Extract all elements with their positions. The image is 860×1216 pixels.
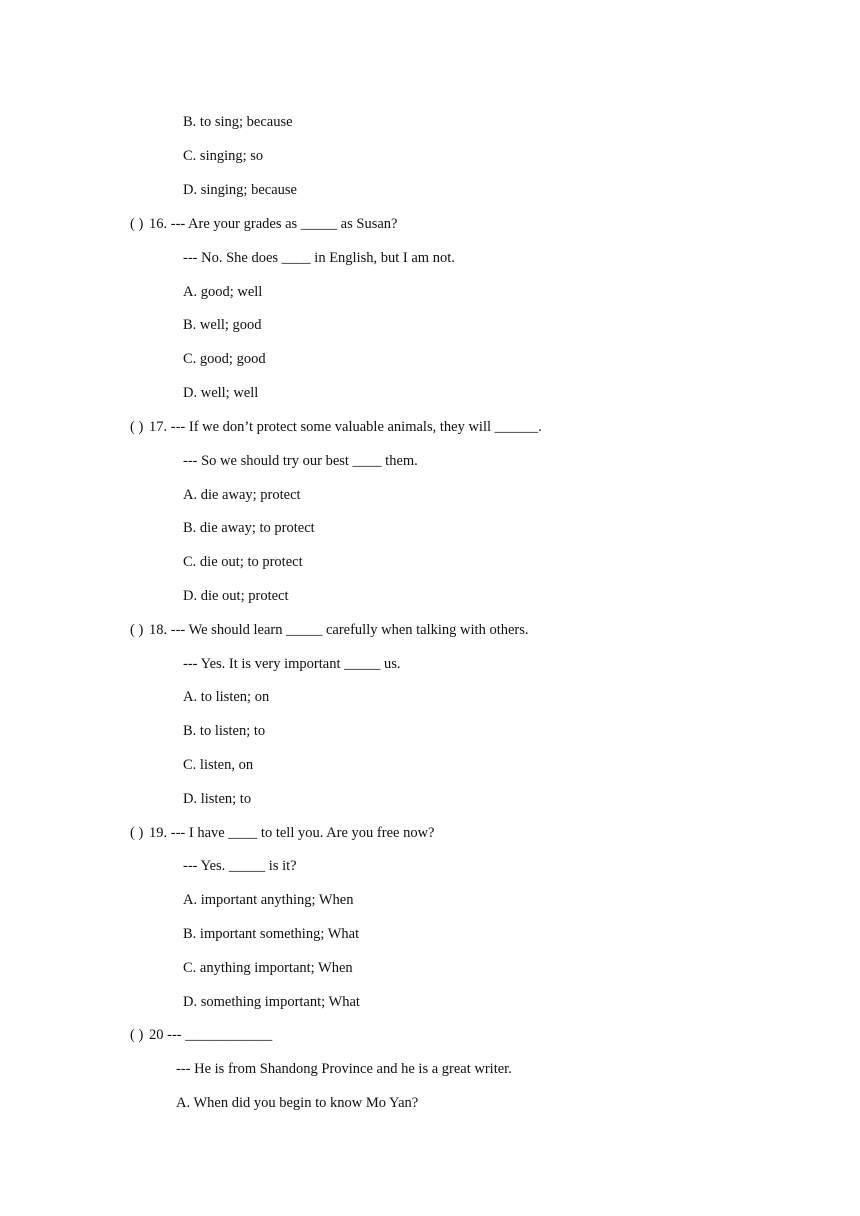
q17-option-a: A. die away; protect [183, 487, 301, 503]
q16-option-d: D. well; well [183, 385, 259, 401]
q17-option-b: B. die away; to protect [183, 520, 315, 536]
q17-stem: 17. --- If we don’t protect some valuable animals, they will ______. [149, 419, 542, 435]
q19-option-c: C. anything important; When [183, 960, 353, 976]
q17-option-d: D. die out; protect [183, 588, 289, 604]
q19-option-a: A. important anything; When [183, 892, 354, 908]
q20-stem: 20 --- ____________ [149, 1027, 273, 1043]
q18-option-a: A. to listen; on [183, 689, 270, 705]
q19-stem: 19. --- I have ____ to tell you. Are you free now? [149, 825, 435, 841]
q17-option-c: C. die out; to protect [183, 554, 303, 570]
q18-stem: 18. --- We should learn _____ carefully when talking with others. [149, 622, 529, 638]
answer-blank[interactable]: ( ) [130, 216, 144, 232]
q20-option-a: A. When did you begin to know Mo Yan? [176, 1095, 419, 1111]
q18-option-c: C. listen, on [183, 757, 254, 773]
q16-option-b: B. well; good [183, 317, 262, 333]
q19-option-d: D. something important; What [183, 994, 360, 1010]
answer-blank[interactable]: ( ) [130, 1027, 144, 1043]
q15-option-b: B. to sing; because [183, 114, 293, 130]
q16-option-c: C. good; good [183, 351, 266, 367]
q18-option-d: D. listen; to [183, 791, 252, 807]
q16-reply: --- No. She does ____ in English, but I am not. [183, 250, 455, 266]
q15-option-c: C. singing; so [183, 148, 264, 164]
q18-option-b: B. to listen; to [183, 723, 266, 739]
q20-reply: --- He is from Shandong Province and he is a great writer. [176, 1061, 512, 1077]
q16-option-a: A. good; well [183, 284, 263, 300]
q18-reply: --- Yes. It is very important _____ us. [183, 656, 401, 672]
answer-blank[interactable]: ( ) [130, 825, 144, 841]
q19-reply: --- Yes. _____ is it? [183, 858, 297, 874]
q17-reply: --- So we should try our best ____ them. [183, 453, 418, 469]
answer-blank[interactable]: ( ) [130, 419, 144, 435]
q19-option-b: B. important something; What [183, 926, 360, 942]
answer-blank[interactable]: ( ) [130, 622, 144, 638]
q16-stem: 16. --- Are your grades as _____ as Susan? [149, 216, 398, 232]
q15-option-d: D. singing; because [183, 182, 297, 198]
